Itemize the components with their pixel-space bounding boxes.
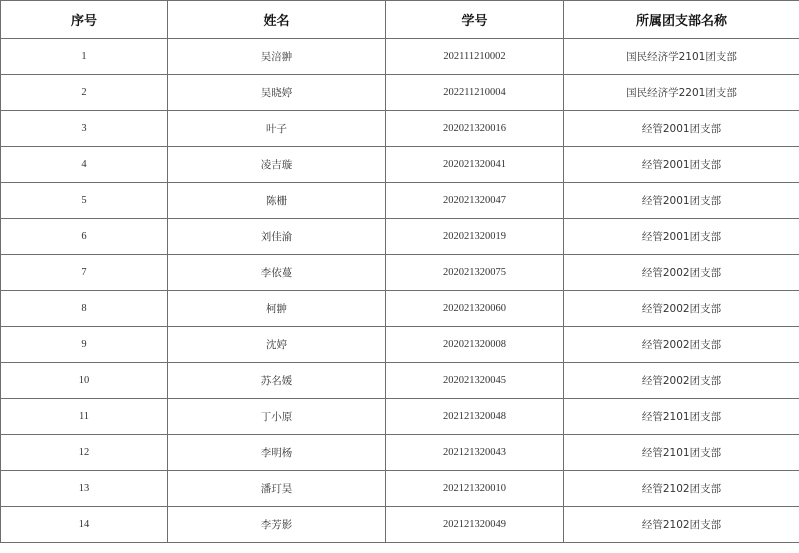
cell-branch: 经管2001团支部 <box>564 147 799 183</box>
cell-name: 潘玎昊 <box>168 471 386 507</box>
cell-index: 6 <box>1 219 168 255</box>
cell-name: 苏名媛 <box>168 363 386 399</box>
table-body <box>1 39 799 543</box>
cell-branch: 经管2002团支部 <box>564 291 799 327</box>
cell-index: 4 <box>1 147 168 183</box>
cell-branch: 经管2101团支部 <box>564 399 799 435</box>
cell-index: 13 <box>1 471 168 507</box>
cell-index: 3 <box>1 111 168 147</box>
cell-name: 沈婷 <box>168 327 386 363</box>
cell-branch: 经管2002团支部 <box>564 327 799 363</box>
cell-id: 202021320016 <box>386 111 564 147</box>
cell-name: 刘佳渝 <box>168 219 386 255</box>
cell-index: 10 <box>1 363 168 399</box>
cell-branch: 经管2001团支部 <box>564 183 799 219</box>
cell-index: 12 <box>1 435 168 471</box>
table-row <box>1 111 799 147</box>
cell-name: 凌吉璇 <box>168 147 386 183</box>
cell-branch: 国民经济学2201团支部 <box>564 75 799 111</box>
cell-index: 1 <box>1 39 168 75</box>
table-row <box>1 399 799 435</box>
cell-name: 柯翀 <box>168 291 386 327</box>
cell-index: 14 <box>1 507 168 543</box>
header-id: 学号 <box>386 1 564 39</box>
cell-index: 2 <box>1 75 168 111</box>
cell-id: 202021320075 <box>386 255 564 291</box>
header-index: 序号 <box>1 1 168 39</box>
cell-name: 李芳影 <box>168 507 386 543</box>
table-row <box>1 147 799 183</box>
cell-branch: 经管2102团支部 <box>564 507 799 543</box>
cell-id: 202021320019 <box>386 219 564 255</box>
cell-id: 202021320047 <box>386 183 564 219</box>
cell-branch: 经管2102团支部 <box>564 471 799 507</box>
cell-name: 陈栅 <box>168 183 386 219</box>
table-row <box>1 327 799 363</box>
table-header <box>1 1 799 39</box>
cell-index: 8 <box>1 291 168 327</box>
cell-branch: 经管2002团支部 <box>564 363 799 399</box>
cell-index: 11 <box>1 399 168 435</box>
table-row <box>1 363 799 399</box>
header-branch: 所属团支部名称 <box>564 1 799 39</box>
cell-branch: 经管2001团支部 <box>564 219 799 255</box>
table-row <box>1 75 799 111</box>
cell-index: 7 <box>1 255 168 291</box>
cell-id: 202211210004 <box>386 75 564 111</box>
header-row <box>1 1 799 39</box>
cell-name: 吴晓婷 <box>168 75 386 111</box>
cell-name: 丁小原 <box>168 399 386 435</box>
cell-branch: 经管2001团支部 <box>564 111 799 147</box>
cell-name: 李依蔓 <box>168 255 386 291</box>
cell-id: 202021320041 <box>386 147 564 183</box>
cell-id: 202021320008 <box>386 327 564 363</box>
table-row <box>1 255 799 291</box>
cell-name: 叶子 <box>168 111 386 147</box>
table-row <box>1 219 799 255</box>
cell-index: 5 <box>1 183 168 219</box>
cell-id: 202111210002 <box>386 39 564 75</box>
cell-index: 9 <box>1 327 168 363</box>
cell-id: 202121320048 <box>386 399 564 435</box>
cell-id: 202121320010 <box>386 471 564 507</box>
header-name: 姓名 <box>168 1 386 39</box>
cell-branch: 经管2101团支部 <box>564 435 799 471</box>
cell-name: 吴涪翀 <box>168 39 386 75</box>
cell-name: 李明杨 <box>168 435 386 471</box>
table-row <box>1 291 799 327</box>
table-row <box>1 183 799 219</box>
table-row <box>1 507 799 543</box>
cell-branch: 经管2002团支部 <box>564 255 799 291</box>
cell-id: 202121320049 <box>386 507 564 543</box>
cell-branch: 国民经济学2101团支部 <box>564 39 799 75</box>
cell-id: 202021320045 <box>386 363 564 399</box>
table-row <box>1 39 799 75</box>
table-row <box>1 471 799 507</box>
table-row <box>1 435 799 471</box>
cell-id: 202121320043 <box>386 435 564 471</box>
cell-id: 202021320060 <box>386 291 564 327</box>
